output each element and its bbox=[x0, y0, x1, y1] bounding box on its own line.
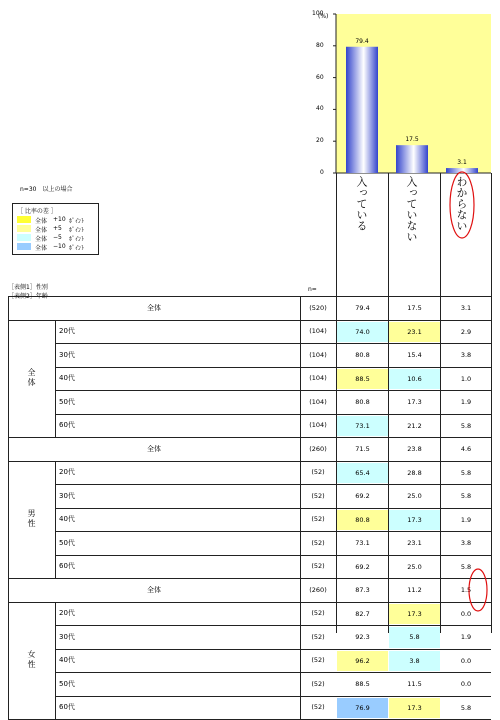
legend-unit: ﾎﾟｲﾝﾄ bbox=[69, 227, 85, 234]
age-label: 20代 bbox=[59, 609, 75, 618]
y-tick-label: 60 bbox=[316, 73, 324, 81]
y-tick-label: 100 bbox=[312, 10, 324, 17]
y-tick-label: 40 bbox=[316, 105, 324, 113]
value-cell: 25.0 bbox=[407, 492, 422, 501]
row-line bbox=[55, 649, 491, 650]
value-cell: 71.5 bbox=[355, 445, 370, 454]
n-value: (52) bbox=[311, 656, 325, 665]
legend-value: −5 bbox=[53, 234, 62, 241]
group-name: 全体 bbox=[27, 368, 36, 389]
n-value: (260) bbox=[309, 444, 327, 453]
value-cell: 79.4 bbox=[355, 304, 370, 313]
value-cell: 23.1 bbox=[389, 322, 440, 343]
column-header-2: わからない bbox=[455, 176, 468, 231]
legend-swatch bbox=[17, 225, 31, 232]
n-label: n= bbox=[308, 286, 317, 293]
value-cell: 17.3 bbox=[389, 698, 440, 719]
legend-label: 全体 bbox=[35, 218, 48, 225]
row-line bbox=[55, 672, 491, 673]
value-cell: 21.2 bbox=[407, 421, 422, 430]
n-value: (104) bbox=[309, 374, 327, 383]
value-cell: 5.8 bbox=[460, 562, 472, 571]
sample-note: n=30 以上の場合 bbox=[20, 186, 73, 193]
row-line bbox=[55, 625, 491, 626]
group-total-label: 全体 bbox=[147, 444, 161, 453]
value-cell: 88.5 bbox=[337, 369, 388, 390]
group-total-label: 全体 bbox=[147, 585, 161, 594]
bar-value-label: 79.4 bbox=[355, 37, 369, 45]
legend-unit: ﾎﾟｲﾝﾄ bbox=[69, 245, 85, 252]
group-total-label: 全体 bbox=[147, 303, 161, 312]
age-label: 50代 bbox=[59, 397, 75, 406]
value-cell: 0.0 bbox=[460, 680, 472, 689]
age-label: 60代 bbox=[59, 703, 75, 712]
value-cell: 96.2 bbox=[337, 651, 388, 672]
row-line bbox=[55, 531, 491, 532]
value-cell: 76.9 bbox=[337, 698, 388, 719]
age-label: 40代 bbox=[59, 515, 75, 524]
value-cell: 0.0 bbox=[460, 656, 472, 665]
value-cell: 92.3 bbox=[355, 633, 370, 642]
value-cell: 23.8 bbox=[407, 445, 422, 454]
age-label: 40代 bbox=[59, 656, 75, 665]
value-cell: 0.0 bbox=[460, 609, 472, 618]
value-cell: 1.9 bbox=[460, 398, 472, 407]
value-cell: 11.2 bbox=[407, 586, 422, 595]
value-cell: 65.4 bbox=[337, 463, 388, 484]
row-line bbox=[55, 484, 491, 485]
value-cell: 1.5 bbox=[460, 586, 472, 595]
value-cell: 5.8 bbox=[460, 421, 472, 430]
n-value: (52) bbox=[311, 468, 325, 477]
age-label: 40代 bbox=[59, 374, 75, 383]
column-header-0: 入っている bbox=[355, 176, 368, 231]
bar-value-label: 17.5 bbox=[405, 136, 419, 144]
value-cell: 11.5 bbox=[407, 680, 422, 689]
n-value: (52) bbox=[311, 562, 325, 571]
age-label: 60代 bbox=[59, 562, 75, 571]
value-cell: 73.1 bbox=[337, 416, 388, 437]
n-value: (52) bbox=[311, 538, 325, 547]
row-line bbox=[55, 696, 491, 697]
n-value: (52) bbox=[311, 491, 325, 500]
value-cell: 69.2 bbox=[355, 492, 370, 501]
n-value: (104) bbox=[309, 327, 327, 336]
legend-title: ［ 比率の差 ］ bbox=[17, 208, 57, 215]
age-label: 30代 bbox=[59, 350, 75, 359]
value-cell: 74.0 bbox=[337, 322, 388, 343]
value-cell: 69.2 bbox=[355, 562, 370, 571]
legend-label: 全体 bbox=[35, 236, 48, 243]
legend-label: 全体 bbox=[35, 227, 48, 234]
legend-label: 全体 bbox=[35, 245, 48, 252]
value-cell: 3.8 bbox=[389, 651, 440, 672]
column-header-1: 入っていない bbox=[405, 176, 418, 242]
value-cell: 80.8 bbox=[337, 510, 388, 531]
age-label: 30代 bbox=[59, 632, 75, 641]
value-cell: 5.8 bbox=[389, 627, 440, 648]
row-line bbox=[55, 343, 491, 344]
age-label: 20代 bbox=[59, 327, 75, 336]
n-value: (104) bbox=[309, 421, 327, 430]
axis-unit-label: (%) bbox=[318, 13, 329, 20]
age-label: 20代 bbox=[59, 468, 75, 477]
bar-value-label: 3.1 bbox=[457, 159, 467, 167]
value-cell: 80.8 bbox=[355, 398, 370, 407]
bar-0 bbox=[346, 47, 378, 173]
row-line bbox=[55, 414, 491, 415]
group-divider bbox=[55, 461, 56, 579]
n-value: (52) bbox=[311, 679, 325, 688]
table-left-edge bbox=[8, 437, 9, 578]
legend-unit: ﾎﾟｲﾝﾄ bbox=[69, 218, 85, 225]
value-cell: 5.8 bbox=[460, 468, 472, 477]
group-name: 男性 bbox=[27, 509, 36, 530]
value-cell: 25.0 bbox=[407, 562, 422, 571]
legend-swatch bbox=[17, 234, 31, 241]
y-tick-label: 20 bbox=[316, 137, 324, 145]
age-label: 50代 bbox=[59, 679, 75, 688]
value-cell: 17.5 bbox=[407, 304, 422, 313]
legend-swatch bbox=[17, 243, 31, 250]
value-cell: 23.1 bbox=[407, 539, 422, 548]
value-cell: 17.3 bbox=[389, 604, 440, 625]
row-line bbox=[55, 390, 491, 391]
value-cell: 2.9 bbox=[460, 327, 472, 336]
value-cell: 5.8 bbox=[460, 492, 472, 501]
table-left-edge bbox=[8, 578, 9, 719]
column-divider bbox=[491, 173, 492, 633]
legend-value: −10 bbox=[53, 243, 66, 250]
value-cell: 3.1 bbox=[460, 304, 472, 313]
y-tick-label: 0 bbox=[320, 169, 324, 176]
value-cell: 88.5 bbox=[355, 680, 370, 689]
value-cell: 17.3 bbox=[407, 398, 422, 407]
value-cell: 1.9 bbox=[460, 515, 472, 524]
legend bbox=[12, 203, 99, 255]
side-label-gender: ［表側1］性別 bbox=[8, 284, 48, 291]
value-cell: 73.1 bbox=[355, 539, 370, 548]
n-value: (52) bbox=[311, 703, 325, 712]
n-value: (52) bbox=[311, 609, 325, 618]
n-value: (520) bbox=[309, 303, 327, 312]
y-tick-label: 80 bbox=[316, 41, 324, 49]
legend-value: +10 bbox=[53, 216, 66, 223]
value-cell: 28.8 bbox=[407, 468, 422, 477]
age-label: 50代 bbox=[59, 538, 75, 547]
age-label: 60代 bbox=[59, 421, 75, 430]
bar-2 bbox=[446, 168, 478, 173]
value-cell: 1.9 bbox=[460, 633, 472, 642]
n-value: (52) bbox=[311, 632, 325, 641]
n-value: (260) bbox=[309, 585, 327, 594]
row-line bbox=[55, 508, 491, 509]
value-cell: 15.4 bbox=[407, 351, 422, 360]
n-value: (104) bbox=[309, 350, 327, 359]
value-cell: 1.0 bbox=[460, 374, 472, 383]
group-name: 女性 bbox=[27, 650, 36, 671]
n-value: (104) bbox=[309, 397, 327, 406]
row-line bbox=[55, 555, 491, 556]
age-label: 30代 bbox=[59, 491, 75, 500]
legend-unit: ﾎﾟｲﾝﾄ bbox=[69, 236, 85, 243]
bar-1 bbox=[396, 145, 428, 173]
group-divider bbox=[55, 320, 56, 438]
value-cell: 87.3 bbox=[355, 586, 370, 595]
value-cell: 5.8 bbox=[460, 703, 472, 712]
value-cell: 82.7 bbox=[355, 609, 370, 618]
group-divider bbox=[55, 602, 56, 720]
row-line bbox=[55, 367, 491, 368]
value-cell: 80.8 bbox=[355, 351, 370, 360]
legend-swatch bbox=[17, 216, 31, 223]
legend-value: +5 bbox=[53, 225, 62, 232]
table-left-edge bbox=[8, 296, 9, 437]
value-cell: 3.8 bbox=[460, 351, 472, 360]
value-cell: 17.3 bbox=[389, 510, 440, 531]
value-cell: 4.6 bbox=[460, 445, 472, 454]
value-cell: 3.8 bbox=[460, 539, 472, 548]
n-divider bbox=[300, 296, 301, 719]
n-value: (52) bbox=[311, 515, 325, 524]
bar-chart bbox=[0, 0, 500, 180]
value-cell: 10.6 bbox=[389, 369, 440, 390]
